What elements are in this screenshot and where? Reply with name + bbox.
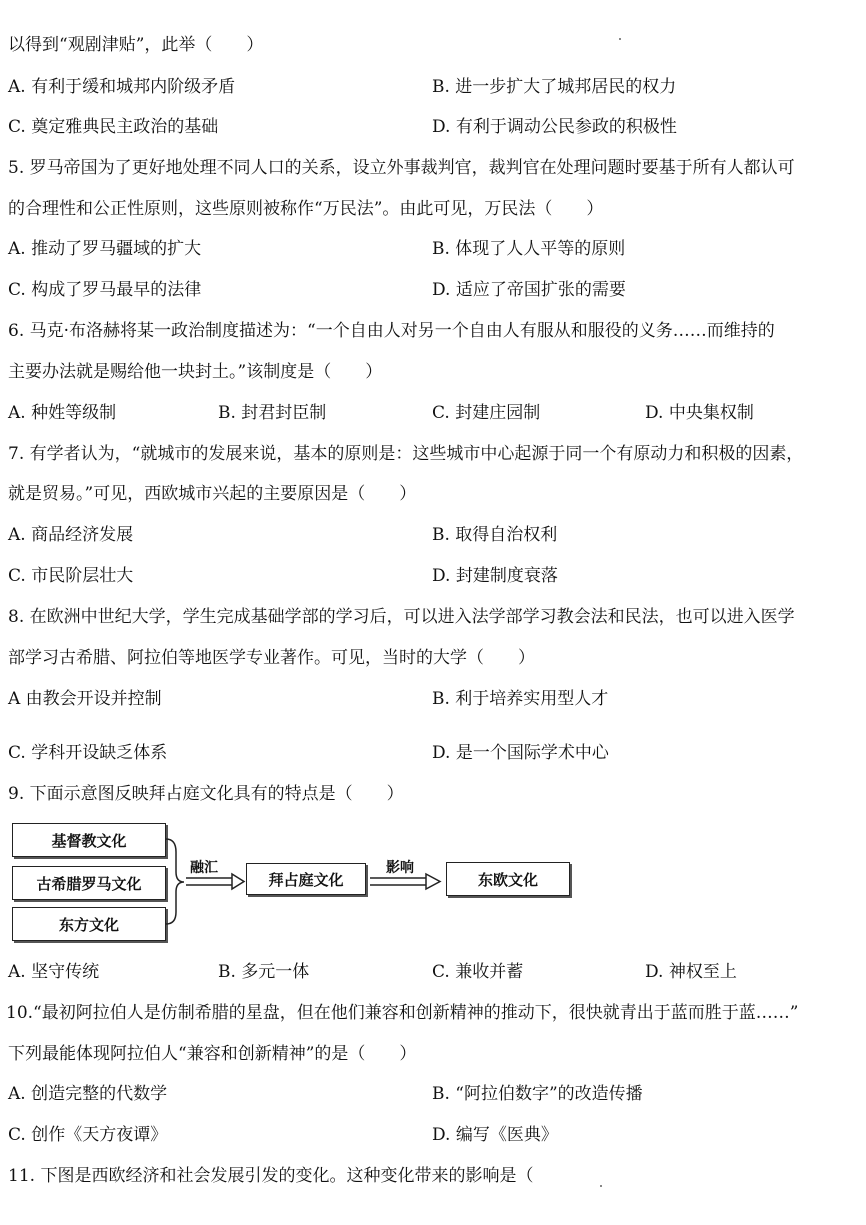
diagram-source-christian: 基督教文化 [12, 823, 166, 857]
q10-option-a: A. 创造完整的代数学 [8, 1084, 168, 1104]
diagram-brace [166, 839, 184, 924]
diagram-arrow2-label: 影响 [386, 860, 414, 876]
q9-option-a: A. 坚守传统 [8, 962, 100, 982]
q7-option-c: C. 市民阶层壮大 [8, 566, 134, 586]
q8-option-c: C. 学科开设缺乏体系 [8, 743, 168, 763]
q10-stem-line1: 10.“最初阿拉伯人是仿制希腊的星盘，但在他们兼容和创新精神的推动下，很快就青出于蓝而胜于蓝……” [6, 1003, 799, 1023]
q6-stem-line1: 6. 马克·布洛赫将某一政治制度描述为：“一个自由人对另一个自由人有服从和服役的义务……而维持的 [8, 321, 775, 341]
q6-option-c: C. 封建庄园制 [432, 403, 541, 423]
q5-option-c: C. 构成了罗马最早的法律 [8, 280, 202, 300]
diagram-arrow1-label: 融汇 [190, 860, 218, 876]
q6-option-b: B. 封君封臣制 [218, 403, 327, 423]
q7-option-d: D. 封建制度衰落 [432, 566, 558, 586]
q6-option-d: D. 中央集权制 [645, 403, 754, 423]
q9-option-c: C. 兼收并蓄 [432, 962, 524, 982]
scan-speck [619, 38, 621, 40]
diagram-source-eastern: 东方文化 [12, 907, 166, 941]
q5-option-d: D. 适应了帝国扩张的需要 [432, 280, 626, 300]
diagram-middle-byzantine: 拜占庭文化 [246, 863, 366, 895]
q8-option-a: A 由教会开设并控制 [8, 689, 162, 709]
q10-option-c: C. 创作《天方夜谭》 [8, 1125, 168, 1145]
q9-stem-line1: 9. 下面示意图反映拜占庭文化具有的特点是（ ） [8, 784, 404, 804]
q7-stem-line2: 就是贸易。”可见，西欧城市兴起的主要原因是（ ） [8, 484, 417, 504]
q4-option-a: A. 有利于缓和城邦内阶级矛盾 [8, 77, 236, 97]
q7-option-a: A. 商品经济发展 [8, 525, 134, 545]
q10-option-d: D. 编写《医典》 [432, 1125, 558, 1145]
q5-option-b: B. 体现了人人平等的原则 [432, 239, 626, 259]
diagram-source-greco-roman: 古希腊罗马文化 [12, 866, 166, 900]
q9-option-d: D. 神权至上 [645, 962, 737, 982]
q6-option-a: A. 种姓等级制 [8, 403, 117, 423]
q7-stem-line1: 7. 有学者认为，“就城市的发展来说，基本的原则是：这些城市中心起源于同一个有原动力和积极的因素， [8, 444, 804, 464]
q9-option-b: B. 多元一体 [218, 962, 310, 982]
q4-option-b: B. 进一步扩大了城邦居民的权力 [432, 77, 677, 97]
q5-stem-line2: 的合理性和公正性原则，这些原则被称作“万民法”。由此可见，万民法（ ） [8, 199, 604, 219]
q5-stem-line1: 5. 罗马帝国为了更好地处理不同人口的关系，设立外事裁判官，裁判官在处理问题时要基于所有人都认可 [8, 158, 795, 178]
q6-stem-line2: 主要办法就是赐给他一块封土。”该制度是（ ） [8, 362, 383, 382]
q8-stem-line2: 部学习古希腊、阿拉伯等地医学专业著作。可见，当时的大学（ ） [8, 648, 535, 668]
q8-option-d: D. 是一个国际学术中心 [432, 743, 609, 763]
q11-stem-line1: 11. 下图是西欧经济和社会发展引发的变化。这种变化带来的影响是（ [8, 1166, 534, 1186]
q4-option-c: C. 奠定雅典民主政治的基础 [8, 117, 219, 137]
q10-option-b: B. “阿拉伯数字”的改造传播 [432, 1084, 643, 1104]
q7-option-b: B. 取得自治权利 [432, 525, 558, 545]
q10-stem-line2: 下列最能体现阿拉伯人“兼容和创新精神”的是（ ） [8, 1044, 417, 1064]
diagram-target-east-europe: 东欧文化 [446, 862, 570, 896]
q4-option-d: D. 有利于调动公民参政的积极性 [432, 117, 677, 137]
q5-option-a: A. 推动了罗马疆域的扩大 [8, 239, 202, 259]
scan-speck [600, 1185, 602, 1187]
q8-option-b: B. 利于培养实用型人才 [432, 689, 609, 709]
q4-stem-end: 以得到“观剧津贴”，此举（ ） [8, 35, 264, 55]
q8-stem-line1: 8. 在欧洲中世纪大学，学生完成基础学部的学习后，可以进入法学部学习教会法和民法，也可以进入医学 [8, 607, 795, 627]
